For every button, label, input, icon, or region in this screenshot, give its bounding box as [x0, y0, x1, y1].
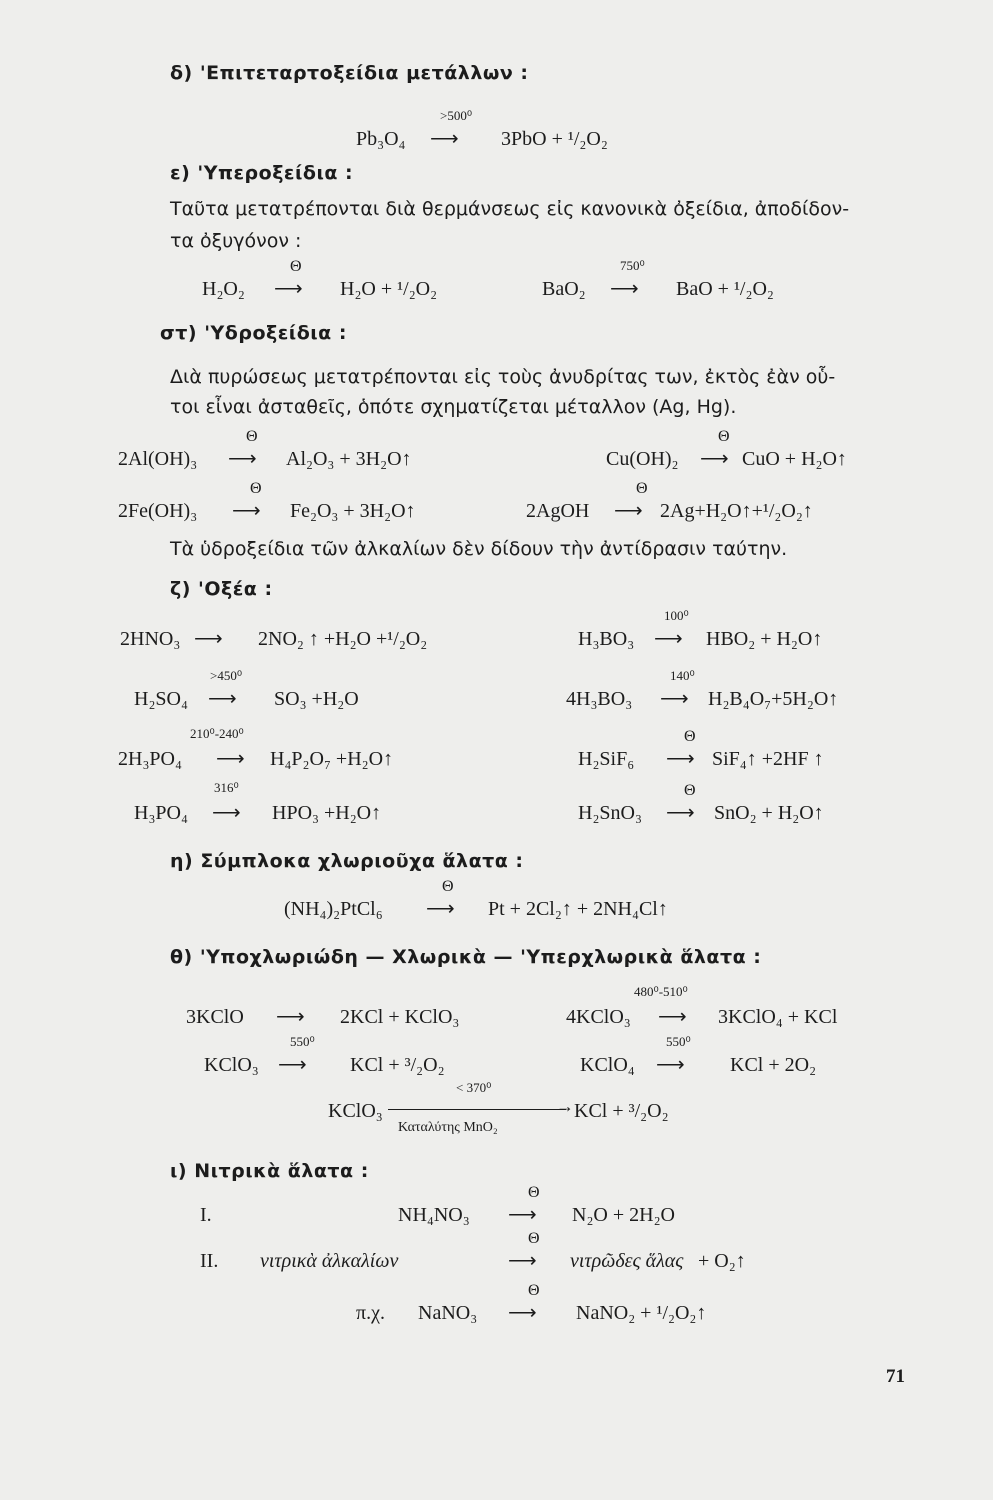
cond-210: 210⁰-240⁰ [190, 726, 244, 741]
cond-theta: Θ [250, 480, 262, 497]
row-number-2: II. [200, 1250, 219, 1272]
eq-h3bo3b-lhs: 4H₃BO₃ [566, 688, 633, 710]
page-number: 71 [886, 1366, 905, 1387]
eq-kclo3a-lhs: 4KClO₃ [566, 1006, 631, 1028]
eq-h2o2-lhs: H₂O₂ [202, 278, 245, 300]
cond-theta: Θ [718, 428, 730, 445]
eq-kclo4-rhs: KCl + 2O₂ [730, 1054, 817, 1076]
example-prefix: π.χ. [356, 1302, 385, 1324]
eq-h2sif6-rhs: SiF₄↑ +2HF ↑ [712, 748, 824, 770]
para-st-2: τοι εἶναι ἀσταθεῖς, ὁπότε σχηματίζεται μέταλλον (Ag, Hg). [170, 396, 737, 418]
cond-theta: Θ [528, 1230, 540, 1247]
cond-450: >450⁰ [210, 668, 243, 683]
cond-theta: Θ [528, 1184, 540, 1201]
arrow-head: → [556, 1096, 574, 1116]
eq-agoh-rhs: 2Ag+H₂O↑+¹/₂O₂↑ [660, 500, 813, 522]
eq-h3bo3-lhs: H₃BO₃ [578, 628, 635, 650]
eq-h2sno3-lhs: H₂SnO₃ [578, 802, 642, 824]
reaction-arrow: ⟶ [666, 748, 695, 770]
eq-nh4no3-rhs: N₂O + 2H₂O [572, 1204, 675, 1226]
eq-cuoh-rhs: CuO + H₂O↑ [742, 448, 847, 470]
eq-h2sif6-lhs: H₂SiF₆ [578, 748, 635, 770]
eq-feoh-lhs: 2Fe(OH)₃ [118, 500, 198, 522]
eq-nano3-rhs: NaNO₂ + ¹/₂O₂↑ [576, 1302, 707, 1324]
eq-nano3-lhs: NaNO₃ [418, 1302, 478, 1324]
reaction-arrow: ⟶ [426, 898, 455, 920]
reaction-arrow: ⟶ [228, 448, 257, 470]
eq-agoh-lhs: 2AgOH [526, 500, 590, 522]
eq-h2sno3-rhs: SnO₂ + H₂O↑ [714, 802, 824, 824]
reaction-arrow: ⟶ [610, 278, 639, 300]
reaction-arrow: ⟶ [656, 1054, 685, 1076]
cond-750: 750⁰ [620, 258, 645, 273]
reaction-arrow: ⟶ [700, 448, 729, 470]
reaction-arrow: ⟶ [274, 278, 303, 300]
para-st-1: Διὰ πυρώσεως μετατρέπονται εἰς τοὺς ἀνυδρίτας των, ἐκτὸς ἐὰν οὗ- [170, 366, 836, 388]
eq-kclo-lhs: 3KClO [186, 1006, 244, 1028]
eq-cuoh-lhs: Cu(OH)₂ [606, 448, 679, 470]
reaction-arrow: ⟶ [208, 688, 237, 710]
eq-bao2-rhs: BaO + ¹/₂O₂ [676, 278, 774, 300]
eq-h3po4a-rhs: H₄P₂O₇ +H₂O↑ [270, 748, 394, 770]
cond-316: 316⁰ [214, 780, 239, 795]
eq-kclo-rhs: 2KCl + KClO₃ [340, 1006, 460, 1028]
cond-370: < 370⁰ [456, 1080, 492, 1095]
eq-pb3o4-rhs: 3PbO + ¹/₂O₂ [501, 128, 608, 150]
row-number-1: I. [200, 1204, 212, 1226]
cond-480: 480⁰-510⁰ [634, 984, 688, 999]
cond-100: 100⁰ [664, 608, 689, 623]
reaction-arrow: ⟶ [654, 628, 683, 650]
reaction-arrow: ⟶ [232, 500, 261, 522]
reaction-arrow: ⟶ [194, 628, 223, 650]
eq-h3po4b-rhs: HPO₃ +H₂O↑ [272, 802, 382, 824]
para-e-2: τα ὀξυγόνον : [170, 230, 302, 252]
reaction-arrow: ⟶ [508, 1204, 537, 1226]
eq-kclo3b-rhs: KCl + ³/₂O₂ [350, 1054, 445, 1076]
eq-pb3o4-lhs: Pb₃O₄ [356, 128, 406, 150]
cond-theta: Θ [684, 728, 696, 745]
reaction-arrow: ⟶ [276, 1006, 305, 1028]
heading-st: στ) 'Υδροξείδια : [160, 322, 347, 344]
reaction-arrow: ⟶ [216, 748, 245, 770]
eq-kclo4-lhs: KClO₄ [580, 1054, 635, 1076]
eq-h2so4-rhs: SO₃ +H₂O [274, 688, 359, 710]
eq-h3bo3b-rhs: H₂B₄O₇+5H₂O↑ [708, 688, 839, 710]
eq-h2so4-lhs: H₂SO₄ [134, 688, 188, 710]
eq-kclo3c-lhs: KClO₃ [328, 1100, 383, 1122]
heading-d: δ) 'Επιτεταρτοξείδια μετάλλων : [170, 62, 529, 84]
eq-kclo3a-rhs: 3KClO₄ + KCl [718, 1006, 838, 1028]
eq-nh4no3-lhs: NH₄NO₃ [398, 1204, 470, 1226]
cond-550: 550⁰ [290, 1034, 315, 1049]
cond-550: 550⁰ [666, 1034, 691, 1049]
cond-theta: Θ [684, 782, 696, 799]
nitrate2-tail: + O₂↑ [698, 1250, 746, 1272]
eq-aloh-lhs: 2Al(OH)₃ [118, 448, 198, 470]
heading-e: ε) 'Υπεροξείδια : [170, 162, 354, 184]
note-st: Τὰ ὑδροξείδια τῶν ἀλκαλίων δὲν δίδουν τὴν ἀντίδρασιν ταύτην. [170, 538, 788, 560]
eq-bao2-lhs: BaO₂ [542, 278, 586, 300]
reaction-arrow: ⟶ [278, 1054, 307, 1076]
eq-h3po4b-lhs: H₃PO₄ [134, 802, 188, 824]
eq-h3bo3-rhs: HBO₂ + H₂O↑ [706, 628, 823, 650]
eq-h2o2-rhs: H₂O + ¹/₂O₂ [340, 278, 438, 300]
heading-z: ζ) 'Οξέα : [170, 578, 273, 600]
eq-aloh-rhs: Al₂O₃ + 3H₂O↑ [286, 448, 412, 470]
reaction-arrow-long [388, 1109, 566, 1110]
reaction-arrow: ⟶ [508, 1302, 537, 1324]
eq-feoh-rhs: Fe₂O₃ + 3H₂O↑ [290, 500, 416, 522]
cond-500: >500⁰ [440, 108, 473, 123]
reaction-arrow: ⟶ [508, 1250, 537, 1272]
para-e-1: Ταῦτα μετατρέπονται διὰ θερμάνσεως εἰς κανονικὰ ὀξείδια, ἀποδίδον- [170, 198, 850, 220]
reaction-arrow: ⟶ [614, 500, 643, 522]
cond-theta: Θ [442, 878, 454, 895]
cond-theta: Θ [246, 428, 258, 445]
reaction-arrow: ⟶ [430, 128, 459, 150]
cond-theta: Θ [636, 480, 648, 497]
reaction-arrow: ⟶ [666, 802, 695, 824]
eq-kclo3b-lhs: KClO₃ [204, 1054, 259, 1076]
heading-i: ι) Νιτρικὰ ἅλατα : [170, 1160, 369, 1182]
eq-ptcl-lhs: (NH₄)₂PtCl₆ [284, 898, 383, 920]
heading-th: θ) 'Υποχλωριώδη — Χλωρικὰ — 'Υπερχλωρικὰ ἅλατα : [170, 946, 762, 968]
cond-140: 140⁰ [670, 668, 695, 683]
heading-h: η) Σύμπλοκα χλωριοῦχα ἅλατα : [170, 850, 524, 872]
reaction-arrow: ⟶ [212, 802, 241, 824]
nitrate-alkali: νιτρικὰ ἀλκαλίων [260, 1250, 399, 1272]
reaction-arrow: ⟶ [660, 688, 689, 710]
reaction-arrow: ⟶ [658, 1006, 687, 1028]
eq-hno3-lhs: 2HNO₃ [120, 628, 181, 650]
cond-theta: Θ [528, 1282, 540, 1299]
nitrite-salt: νιτρῶδες ἅλας [570, 1250, 684, 1272]
eq-hno3-rhs: 2NO₂ ↑ +H₂O +¹/₂O₂ [258, 628, 428, 650]
cond-theta: Θ [290, 258, 302, 275]
eq-ptcl-rhs: Pt + 2Cl₂↑ + 2NH₄Cl↑ [488, 898, 668, 920]
catalyst-label: Καταλύτης MnO₂ [398, 1120, 498, 1135]
eq-h3po4a-lhs: 2H₃PO₄ [118, 748, 182, 770]
eq-kclo3c-rhs: KCl + ³/₂O₂ [574, 1100, 669, 1122]
